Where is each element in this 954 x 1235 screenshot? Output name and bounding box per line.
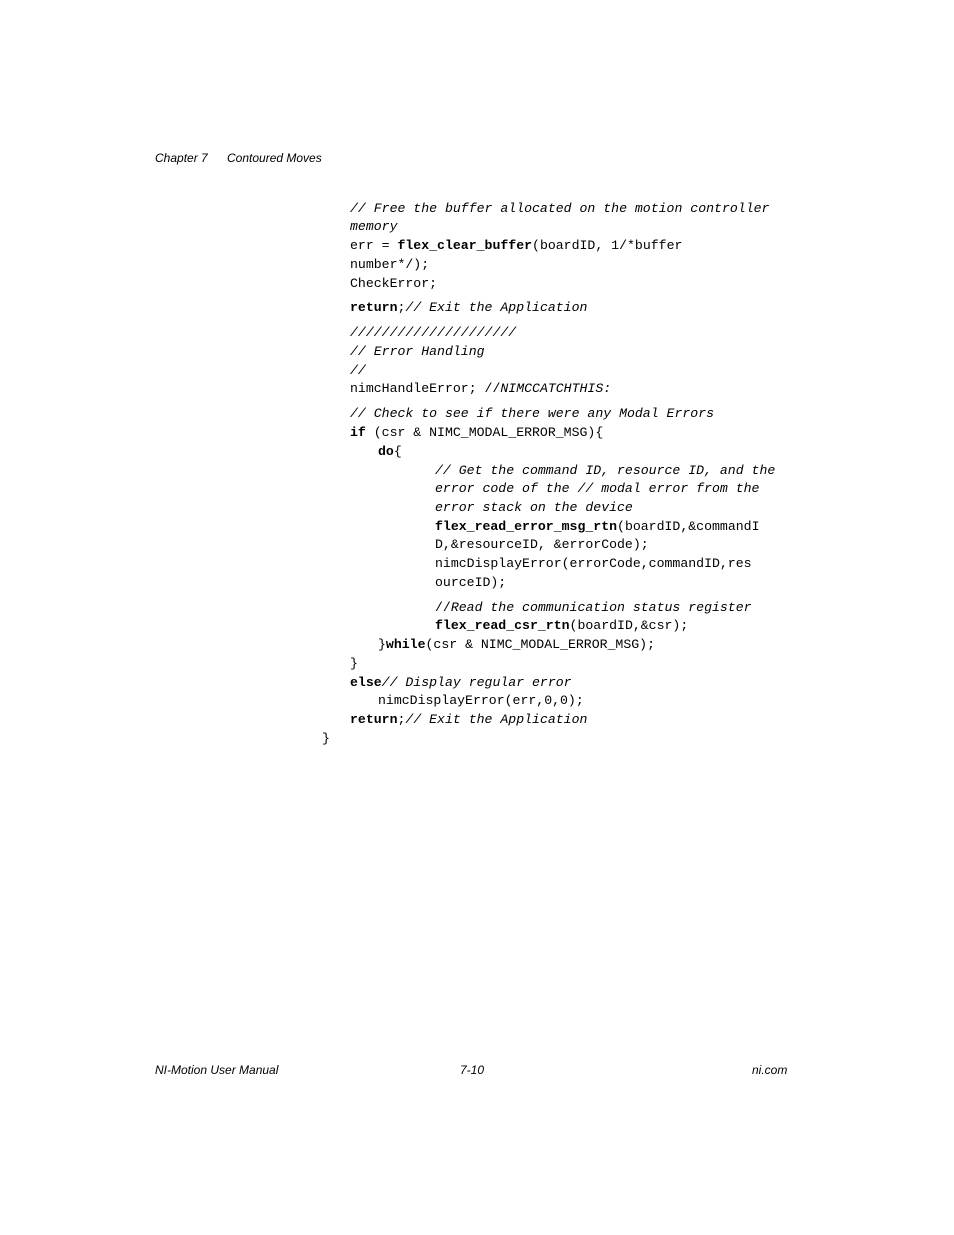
code-text: (boardID,&commandI (617, 519, 760, 534)
code-line: ///////////////////// (350, 325, 517, 340)
code-keyword: do (378, 444, 394, 459)
code-line (435, 518, 759, 537)
chapter-label: Chapter 7 (155, 151, 208, 165)
code-function: flex_read_csr_rtn (435, 618, 570, 633)
code-text: ; (397, 712, 406, 727)
code-line: error code of the // modal error from the (435, 481, 760, 496)
code-text: // (435, 600, 451, 615)
code-line: error stack on the device (435, 500, 633, 515)
code-line: // Error Handling (350, 344, 485, 359)
code-text: } (378, 637, 386, 652)
footer-site: ni.com (752, 1063, 788, 1077)
footer-manual-title: NI-Motion User Manual (155, 1063, 279, 1077)
code-keyword: else (350, 675, 382, 690)
code-line: memory (350, 219, 398, 234)
code-comment: NIMCCATCHTHIS: (500, 381, 612, 396)
code-function: flex_clear_buffer (397, 238, 533, 253)
code-comment: // Exit the Application (405, 712, 588, 727)
code-text: (boardID, 1/*buffer (532, 238, 683, 253)
code-text: (csr & NIMC_MODAL_ERROR_MSG){ (365, 425, 604, 440)
code-comment: // Exit the Application (405, 300, 588, 315)
code-line: // Free the buffer allocated on the motion controller (350, 201, 770, 216)
code-keyword: if (350, 425, 366, 440)
code-line (378, 443, 402, 462)
chapter-title: Contoured Moves (227, 151, 322, 165)
code-line (350, 380, 611, 399)
code-comment: // Display regular error (381, 675, 572, 690)
code-line: nimcDisplayError(err,0,0); (378, 693, 584, 708)
code-line (435, 617, 688, 636)
code-line (350, 237, 682, 256)
footer-page-number: 7-10 (460, 1063, 485, 1077)
code-line: number*/); (350, 257, 430, 272)
code-line (350, 674, 572, 693)
code-text: { (393, 444, 402, 459)
code-line (350, 424, 603, 443)
code-line: } (350, 656, 358, 671)
code-function: flex_read_error_msg_rtn (435, 519, 618, 534)
code-line (350, 711, 587, 730)
code-line: } (322, 731, 330, 746)
code-text: (csr & NIMC_MODAL_ERROR_MSG); (425, 637, 655, 652)
code-keyword: while (385, 637, 426, 652)
code-comment: Read the communication status register (450, 600, 752, 615)
code-text: ; (397, 300, 406, 315)
code-line (378, 636, 655, 655)
code-keyword: return (350, 712, 398, 727)
code-line: nimcDisplayError(errorCode,commandID,res (435, 556, 752, 571)
code-line (350, 299, 587, 318)
code-line (435, 599, 752, 618)
code-text: (boardID,&csr); (569, 618, 689, 633)
code-line: ourceID); (435, 575, 507, 590)
code-keyword: return (350, 300, 398, 315)
code-line: // (350, 363, 366, 378)
code-text: err = (350, 238, 398, 253)
code-line: // Get the command ID, resource ID, and the (435, 463, 776, 478)
code-text: nimcHandleError; // (350, 381, 501, 396)
code-line: D,&resourceID, &errorCode); (435, 537, 649, 552)
code-line: // Check to see if there were any Modal Errors (350, 406, 715, 421)
code-line: CheckError; (350, 276, 438, 291)
